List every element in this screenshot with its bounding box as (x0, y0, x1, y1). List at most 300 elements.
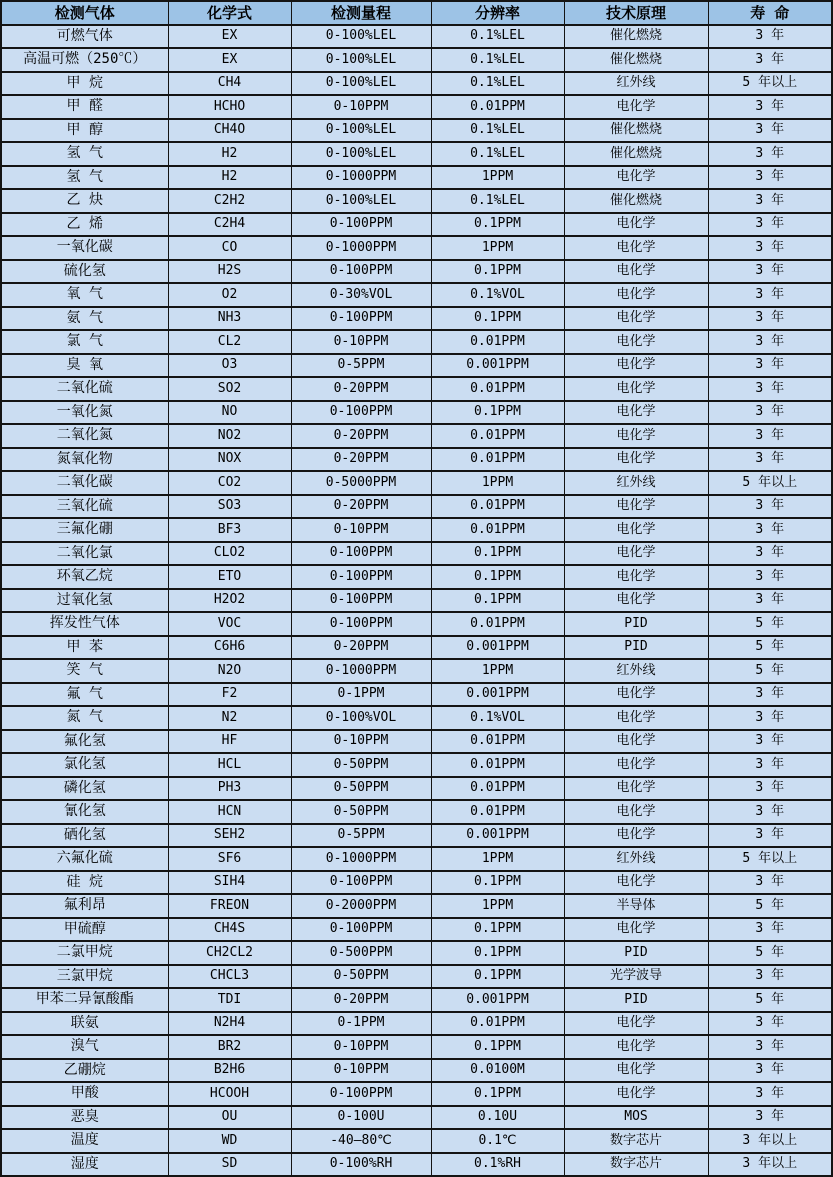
chemical-formula-cell: N2H4 (168, 1012, 291, 1036)
technology-principle-cell: 数字芯片 (564, 1153, 708, 1177)
gas-name-cell: 氧 气 (1, 283, 168, 307)
chemical-formula-cell: H2O2 (168, 589, 291, 613)
technology-principle-cell: 电化学 (564, 871, 708, 895)
resolution-cell: 0.01PPM (431, 753, 564, 777)
resolution-cell: 0.01PPM (431, 95, 564, 119)
lifespan-cell: 3 年以上 (708, 1129, 832, 1153)
lifespan-cell: 3 年 (708, 307, 832, 331)
lifespan-cell: 3 年 (708, 824, 832, 848)
table-row (1, 1153, 832, 1177)
table-row (1, 448, 832, 472)
resolution-cell: 0.1PPM (431, 589, 564, 613)
resolution-cell: 0.1%LEL (431, 189, 564, 213)
resolution-cell: 0.1PPM (431, 401, 564, 425)
header-row (1, 1, 832, 25)
table-row (1, 236, 832, 260)
gas-table-body (1, 25, 832, 1177)
gas-name-cell: 一氧化氮 (1, 401, 168, 425)
technology-principle-cell: 半导体 (564, 894, 708, 918)
lifespan-cell: 3 年 (708, 354, 832, 378)
chemical-formula-cell: SEH2 (168, 824, 291, 848)
chemical-formula-cell: C2H2 (168, 189, 291, 213)
chemical-formula-cell: CH2CL2 (168, 941, 291, 965)
resolution-cell: 0.001PPM (431, 636, 564, 660)
lifespan-cell: 3 年 (708, 1035, 832, 1059)
detection-range-cell: 0-20PPM (291, 448, 431, 472)
gas-name-cell: 三氧化硫 (1, 495, 168, 519)
resolution-cell: 0.01PPM (431, 1012, 564, 1036)
table-row (1, 518, 832, 542)
gas-name-cell: 三氯甲烷 (1, 965, 168, 989)
chemical-formula-cell: CL2 (168, 330, 291, 354)
chemical-formula-cell: WD (168, 1129, 291, 1153)
resolution-cell: 0.1%LEL (431, 142, 564, 166)
detection-range-cell: 0-10PPM (291, 1035, 431, 1059)
lifespan-cell: 3 年 (708, 424, 832, 448)
technology-principle-cell: 催化燃烧 (564, 25, 708, 49)
detection-range-cell: 0-100%VOL (291, 706, 431, 730)
resolution-cell: 0.1%LEL (431, 119, 564, 143)
resolution-cell: 0.001PPM (431, 988, 564, 1012)
gas-name-cell: 硅 烷 (1, 871, 168, 895)
table-row (1, 260, 832, 284)
chemical-formula-cell: CHCL3 (168, 965, 291, 989)
chemical-formula-cell: EX (168, 25, 291, 49)
chemical-formula-cell: NH3 (168, 307, 291, 331)
gas-name-cell: 可燃气体 (1, 25, 168, 49)
gas-name-cell: 乙 炔 (1, 189, 168, 213)
detection-range-cell: 0-100PPM (291, 1082, 431, 1106)
detection-range-cell: 0-2000PPM (291, 894, 431, 918)
lifespan-cell: 3 年 (708, 706, 832, 730)
lifespan-cell: 3 年 (708, 730, 832, 754)
gas-name-cell: 氯 气 (1, 330, 168, 354)
resolution-cell: 1PPM (431, 236, 564, 260)
technology-principle-cell: PID (564, 988, 708, 1012)
gas-name-cell: 二氧化氮 (1, 424, 168, 448)
column-header-gas-name: 检测气体 (1, 1, 168, 25)
lifespan-cell: 3 年 (708, 1059, 832, 1083)
technology-principle-cell: 电化学 (564, 565, 708, 589)
resolution-cell: 0.0100M (431, 1059, 564, 1083)
chemical-formula-cell: SF6 (168, 847, 291, 871)
table-row (1, 894, 832, 918)
lifespan-cell: 3 年 (708, 542, 832, 566)
lifespan-cell: 3 年 (708, 25, 832, 49)
technology-principle-cell: 催化燃烧 (564, 48, 708, 72)
chemical-formula-cell: BR2 (168, 1035, 291, 1059)
technology-principle-cell: PID (564, 612, 708, 636)
table-row (1, 847, 832, 871)
technology-principle-cell: 电化学 (564, 495, 708, 519)
detection-range-cell: 0-100PPM (291, 871, 431, 895)
lifespan-cell: 3 年 (708, 377, 832, 401)
gas-name-cell: 高温可燃（250℃） (1, 48, 168, 72)
technology-principle-cell: 数字芯片 (564, 1129, 708, 1153)
lifespan-cell: 3 年 (708, 283, 832, 307)
table-row (1, 354, 832, 378)
lifespan-cell: 3 年 (708, 871, 832, 895)
gas-name-cell: 甲 醇 (1, 119, 168, 143)
gas-name-cell: 三氟化硼 (1, 518, 168, 542)
chemical-formula-cell: FREON (168, 894, 291, 918)
resolution-cell: 0.01PPM (431, 518, 564, 542)
gas-name-cell: 硒化氢 (1, 824, 168, 848)
table-row (1, 95, 832, 119)
chemical-formula-cell: ETO (168, 565, 291, 589)
table-row (1, 330, 832, 354)
resolution-cell: 0.01PPM (431, 448, 564, 472)
lifespan-cell: 3 年 (708, 260, 832, 284)
chemical-formula-cell: HCL (168, 753, 291, 777)
resolution-cell: 0.1%VOL (431, 706, 564, 730)
chemical-formula-cell: OU (168, 1106, 291, 1130)
gas-name-cell: 磷化氢 (1, 777, 168, 801)
table-row (1, 166, 832, 190)
technology-principle-cell: PID (564, 636, 708, 660)
column-header-chemical-formula: 化学式 (168, 1, 291, 25)
resolution-cell: 0.1PPM (431, 965, 564, 989)
table-row (1, 1035, 832, 1059)
gas-name-cell: 过氧化氢 (1, 589, 168, 613)
resolution-cell: 0.01PPM (431, 777, 564, 801)
gas-name-cell: 甲 醛 (1, 95, 168, 119)
table-row (1, 988, 832, 1012)
gas-name-cell: 溴气 (1, 1035, 168, 1059)
lifespan-cell: 5 年 (708, 612, 832, 636)
chemical-formula-cell: H2S (168, 260, 291, 284)
gas-name-cell: 氯化氢 (1, 753, 168, 777)
table-row (1, 377, 832, 401)
detection-range-cell: 0-100%RH (291, 1153, 431, 1177)
technology-principle-cell: 电化学 (564, 377, 708, 401)
table-row (1, 119, 832, 143)
chemical-formula-cell: O2 (168, 283, 291, 307)
lifespan-cell: 3 年 (708, 683, 832, 707)
detection-range-cell: 0-50PPM (291, 800, 431, 824)
technology-principle-cell: 电化学 (564, 542, 708, 566)
gas-name-cell: 乙硼烷 (1, 1059, 168, 1083)
gas-name-cell: 氢 气 (1, 142, 168, 166)
detection-range-cell: 0-1000PPM (291, 659, 431, 683)
lifespan-cell: 3 年 (708, 330, 832, 354)
column-header-technology-principle: 技术原理 (564, 1, 708, 25)
detection-range-cell: 0-100PPM (291, 260, 431, 284)
chemical-formula-cell: C6H6 (168, 636, 291, 660)
chemical-formula-cell: CO2 (168, 471, 291, 495)
column-header-detection-range: 检测量程 (291, 1, 431, 25)
detection-range-cell: 0-100%LEL (291, 72, 431, 96)
gas-name-cell: 氨 气 (1, 307, 168, 331)
gas-name-cell: 环氧乙烷 (1, 565, 168, 589)
resolution-cell: 0.1PPM (431, 307, 564, 331)
table-row (1, 495, 832, 519)
resolution-cell: 0.001PPM (431, 683, 564, 707)
detection-range-cell: 0-1000PPM (291, 236, 431, 260)
gas-name-cell: 乙 烯 (1, 213, 168, 237)
detection-range-cell: 0-1000PPM (291, 847, 431, 871)
lifespan-cell: 3 年以上 (708, 1153, 832, 1177)
detection-range-cell: 0-100%LEL (291, 142, 431, 166)
resolution-cell: 0.1PPM (431, 918, 564, 942)
gas-name-cell: 甲苯二异氰酸酯 (1, 988, 168, 1012)
table-row (1, 730, 832, 754)
resolution-cell: 0.1%LEL (431, 25, 564, 49)
gas-name-cell: 氟 气 (1, 683, 168, 707)
detection-range-cell: 0-500PPM (291, 941, 431, 965)
technology-principle-cell: 红外线 (564, 659, 708, 683)
lifespan-cell: 5 年 (708, 894, 832, 918)
lifespan-cell: 3 年 (708, 48, 832, 72)
chemical-formula-cell: NO2 (168, 424, 291, 448)
chemical-formula-cell: N2O (168, 659, 291, 683)
chemical-formula-cell: HCN (168, 800, 291, 824)
technology-principle-cell: 电化学 (564, 1012, 708, 1036)
gas-name-cell: 笑 气 (1, 659, 168, 683)
lifespan-cell: 3 年 (708, 236, 832, 260)
resolution-cell: 1PPM (431, 894, 564, 918)
chemical-formula-cell: SO3 (168, 495, 291, 519)
lifespan-cell: 3 年 (708, 753, 832, 777)
resolution-cell: 0.1PPM (431, 871, 564, 895)
lifespan-cell: 3 年 (708, 1012, 832, 1036)
gas-table-head (1, 1, 832, 25)
table-row (1, 213, 832, 237)
chemical-formula-cell: SD (168, 1153, 291, 1177)
lifespan-cell: 3 年 (708, 95, 832, 119)
technology-principle-cell: 红外线 (564, 72, 708, 96)
resolution-cell: 0.01PPM (431, 424, 564, 448)
lifespan-cell: 5 年以上 (708, 72, 832, 96)
technology-principle-cell: 催化燃烧 (564, 142, 708, 166)
table-row (1, 1012, 832, 1036)
resolution-cell: 1PPM (431, 471, 564, 495)
detection-range-cell: 0-5PPM (291, 354, 431, 378)
chemical-formula-cell: EX (168, 48, 291, 72)
detection-range-cell: 0-1000PPM (291, 166, 431, 190)
resolution-cell: 0.01PPM (431, 330, 564, 354)
chemical-formula-cell: HF (168, 730, 291, 754)
table-row (1, 683, 832, 707)
gas-name-cell: 甲 烷 (1, 72, 168, 96)
chemical-formula-cell: CH4 (168, 72, 291, 96)
technology-principle-cell: 电化学 (564, 518, 708, 542)
detection-range-cell: 0-5000PPM (291, 471, 431, 495)
table-row (1, 142, 832, 166)
resolution-cell: 0.001PPM (431, 354, 564, 378)
gas-name-cell: 氮氧化物 (1, 448, 168, 472)
technology-principle-cell: 催化燃烧 (564, 189, 708, 213)
lifespan-cell: 3 年 (708, 777, 832, 801)
gas-name-cell: 甲 苯 (1, 636, 168, 660)
table-row (1, 636, 832, 660)
resolution-cell: 0.1PPM (431, 941, 564, 965)
technology-principle-cell: 电化学 (564, 589, 708, 613)
lifespan-cell: 5 年 (708, 941, 832, 965)
lifespan-cell: 3 年 (708, 495, 832, 519)
table-row (1, 189, 832, 213)
technology-principle-cell: 电化学 (564, 260, 708, 284)
detection-range-cell: 0-5PPM (291, 824, 431, 848)
gas-name-cell: 二氧化氯 (1, 542, 168, 566)
gas-name-cell: 恶臭 (1, 1106, 168, 1130)
chemical-formula-cell: B2H6 (168, 1059, 291, 1083)
lifespan-cell: 3 年 (708, 448, 832, 472)
table-row (1, 1082, 832, 1106)
detection-range-cell: 0-100PPM (291, 565, 431, 589)
gas-name-cell: 甲硫醇 (1, 918, 168, 942)
technology-principle-cell: 催化燃烧 (564, 119, 708, 143)
chemical-formula-cell: TDI (168, 988, 291, 1012)
technology-principle-cell: 电化学 (564, 730, 708, 754)
resolution-cell: 0.1PPM (431, 213, 564, 237)
chemical-formula-cell: H2 (168, 142, 291, 166)
gas-name-cell: 湿度 (1, 1153, 168, 1177)
lifespan-cell: 3 年 (708, 565, 832, 589)
table-row (1, 307, 832, 331)
table-row (1, 965, 832, 989)
technology-principle-cell: 电化学 (564, 800, 708, 824)
table-row (1, 777, 832, 801)
detection-range-cell: 0-10PPM (291, 330, 431, 354)
lifespan-cell: 3 年 (708, 1082, 832, 1106)
chemical-formula-cell: CH4O (168, 119, 291, 143)
detection-range-cell: 0-20PPM (291, 636, 431, 660)
resolution-cell: 0.1PPM (431, 1082, 564, 1106)
table-row (1, 612, 832, 636)
technology-principle-cell: 电化学 (564, 824, 708, 848)
table-row (1, 25, 832, 49)
technology-principle-cell: 红外线 (564, 471, 708, 495)
technology-principle-cell: 电化学 (564, 918, 708, 942)
lifespan-cell: 3 年 (708, 918, 832, 942)
detection-range-cell: 0-20PPM (291, 377, 431, 401)
resolution-cell: 0.1%LEL (431, 72, 564, 96)
detection-range-cell: 0-100U (291, 1106, 431, 1130)
table-row (1, 283, 832, 307)
column-header-resolution: 分辨率 (431, 1, 564, 25)
technology-principle-cell: PID (564, 941, 708, 965)
resolution-cell: 0.1%VOL (431, 283, 564, 307)
table-row (1, 565, 832, 589)
resolution-cell: 0.01PPM (431, 495, 564, 519)
resolution-cell: 0.1%LEL (431, 48, 564, 72)
technology-principle-cell: 红外线 (564, 847, 708, 871)
resolution-cell: 0.01PPM (431, 612, 564, 636)
lifespan-cell: 5 年 (708, 636, 832, 660)
detection-range-cell: 0-100PPM (291, 213, 431, 237)
technology-principle-cell: 电化学 (564, 1035, 708, 1059)
chemical-formula-cell: N2 (168, 706, 291, 730)
lifespan-cell: 3 年 (708, 589, 832, 613)
resolution-cell: 0.01PPM (431, 377, 564, 401)
resolution-cell: 1PPM (431, 659, 564, 683)
technology-principle-cell: 电化学 (564, 354, 708, 378)
chemical-formula-cell: NOX (168, 448, 291, 472)
table-row (1, 871, 832, 895)
gas-name-cell: 一氧化碳 (1, 236, 168, 260)
gas-name-cell: 硫化氢 (1, 260, 168, 284)
gas-name-cell: 联氨 (1, 1012, 168, 1036)
lifespan-cell: 3 年 (708, 1106, 832, 1130)
detection-range-cell: 0-100PPM (291, 401, 431, 425)
resolution-cell: 1PPM (431, 166, 564, 190)
table-row (1, 800, 832, 824)
lifespan-cell: 5 年 (708, 659, 832, 683)
lifespan-cell: 5 年以上 (708, 471, 832, 495)
technology-principle-cell: 电化学 (564, 95, 708, 119)
detection-range-cell: 0-30%VOL (291, 283, 431, 307)
technology-principle-cell: 电化学 (564, 401, 708, 425)
table-row (1, 471, 832, 495)
technology-principle-cell: 电化学 (564, 1059, 708, 1083)
gas-name-cell: 氟利昂 (1, 894, 168, 918)
resolution-cell: 0.001PPM (431, 824, 564, 848)
gas-name-cell: 氢 气 (1, 166, 168, 190)
table-row (1, 1129, 832, 1153)
technology-principle-cell: 电化学 (564, 330, 708, 354)
resolution-cell: 0.1℃ (431, 1129, 564, 1153)
technology-principle-cell: 电化学 (564, 683, 708, 707)
lifespan-cell: 3 年 (708, 800, 832, 824)
detection-range-cell: 0-20PPM (291, 424, 431, 448)
table-row (1, 706, 832, 730)
resolution-cell: 0.1%RH (431, 1153, 564, 1177)
lifespan-cell: 3 年 (708, 518, 832, 542)
lifespan-cell: 3 年 (708, 213, 832, 237)
chemical-formula-cell: HCHO (168, 95, 291, 119)
detection-range-cell: 0-10PPM (291, 730, 431, 754)
table-row (1, 542, 832, 566)
table-row (1, 401, 832, 425)
chemical-formula-cell: BF3 (168, 518, 291, 542)
table-row (1, 753, 832, 777)
technology-principle-cell: 电化学 (564, 236, 708, 260)
detection-range-cell: 0-100PPM (291, 589, 431, 613)
detection-range-cell: 0-10PPM (291, 95, 431, 119)
chemical-formula-cell: CO (168, 236, 291, 260)
detection-range-cell: 0-100%LEL (291, 189, 431, 213)
gas-name-cell: 臭 氧 (1, 354, 168, 378)
chemical-formula-cell: C2H4 (168, 213, 291, 237)
chemical-formula-cell: SO2 (168, 377, 291, 401)
table-row (1, 1059, 832, 1083)
technology-principle-cell: 电化学 (564, 213, 708, 237)
detection-range-cell: 0-50PPM (291, 753, 431, 777)
chemical-formula-cell: O3 (168, 354, 291, 378)
chemical-formula-cell: H2 (168, 166, 291, 190)
detection-range-cell: 0-10PPM (291, 1059, 431, 1083)
detection-range-cell: 0-100%LEL (291, 48, 431, 72)
technology-principle-cell: 电化学 (564, 753, 708, 777)
table-row (1, 824, 832, 848)
detection-range-cell: 0-50PPM (291, 777, 431, 801)
detection-range-cell: 0-100PPM (291, 307, 431, 331)
resolution-cell: 0.01PPM (431, 800, 564, 824)
chemical-formula-cell: NO (168, 401, 291, 425)
chemical-formula-cell: CH4S (168, 918, 291, 942)
table-row (1, 589, 832, 613)
gas-name-cell: 二氯甲烷 (1, 941, 168, 965)
gas-name-cell: 甲酸 (1, 1082, 168, 1106)
detection-range-cell: -40—80℃ (291, 1129, 431, 1153)
table-row (1, 941, 832, 965)
lifespan-cell: 3 年 (708, 166, 832, 190)
technology-principle-cell: 电化学 (564, 283, 708, 307)
technology-principle-cell: 电化学 (564, 307, 708, 331)
gas-name-cell: 挥发性气体 (1, 612, 168, 636)
resolution-cell: 0.10U (431, 1106, 564, 1130)
